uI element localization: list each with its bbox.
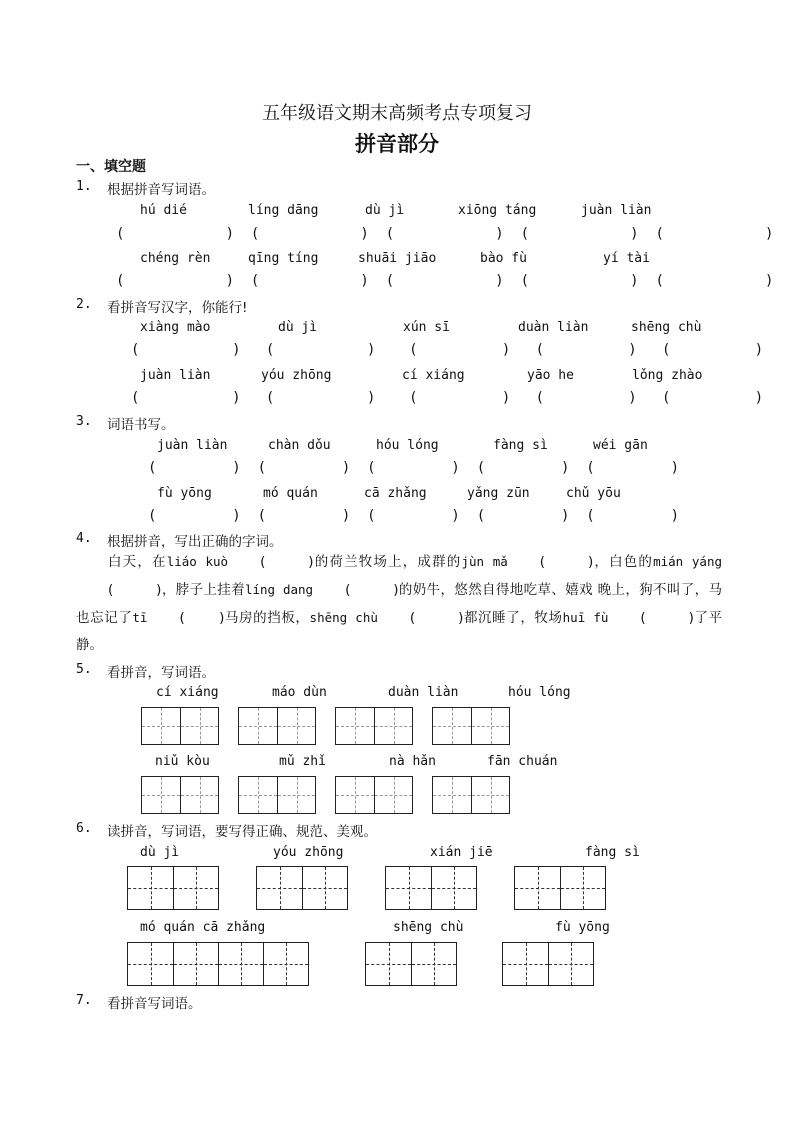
writing-grid[interactable] [127,942,309,986]
pinyin-label: fù yōng [555,920,610,935]
pinyin-label: chàn dǒu [268,438,331,453]
pinyin-label: qīng tíng [248,251,319,266]
pinyin-label: fān chuán [487,754,558,769]
writing-grid[interactable] [432,776,510,814]
question-text: 看拼音，写词语。 [107,665,215,681]
page-subtitle: 拼音部分 [355,132,439,156]
pinyin-label: yí tài [603,251,650,266]
answer-blank[interactable]: ( ) ( ) ( ) ( ) ( ) [148,460,680,476]
pinyin-label: duàn liàn [388,685,459,700]
writing-grid[interactable] [514,866,606,910]
pinyin-label: lǒng zhào [632,368,703,383]
question-number: 7. [76,993,92,1008]
passage-text: 马房的挡板， [224,610,310,626]
answer-blank[interactable]: ( ) [640,610,694,626]
pinyin-label: nà hǎn [389,754,436,769]
answer-blank[interactable]: ( ) [409,610,464,626]
pinyin-label: yǎng zūn [467,486,530,501]
passage-text: ，脖子上挂着 [161,582,245,598]
pinyin-label: juàn liàn [157,438,228,453]
question-text: 根据拼音写词语。 [107,182,215,198]
pinyin-label: chéng rèn [140,251,211,266]
writing-grid[interactable] [256,866,348,910]
writing-grid[interactable] [238,707,316,745]
pinyin-label: chǔ yōu [566,486,621,501]
writing-grid[interactable] [432,707,510,745]
writing-grid[interactable] [335,707,413,745]
pinyin-label: liáo kuò [166,554,229,569]
pinyin-label: cí xiáng [402,368,465,383]
pinyin-label: fù yōng [157,486,212,501]
answer-blank[interactable]: ( ) ( ) ( ) ( ) ( ) [131,342,764,358]
pinyin-label: mǔ zhǐ [279,754,326,769]
question-number: 1. [76,179,92,194]
pinyin-label: fàng sì [493,438,548,453]
answer-blank[interactable]: ( ) [539,554,594,570]
pinyin-label: hóu lóng [508,685,571,700]
question-number: 6. [76,821,92,836]
pinyin-label: mó quán cā zhǎng [140,920,266,935]
pinyin-label: tī [132,610,148,625]
writing-grid[interactable] [141,707,219,745]
pinyin-label: xiàng mào [140,320,211,335]
answer-blank[interactable]: ( ) [345,582,399,598]
pinyin-label: hóu lóng [376,438,439,453]
question-text: 看拼音写词语。 [107,996,202,1012]
writing-grid[interactable] [502,942,594,986]
pinyin-label: dù jì [278,320,318,335]
passage-text: 都沉睡了，牧场 [463,610,563,626]
pinyin-label: yóu zhōng [261,368,332,383]
passage-text: ，白色的 [593,554,654,570]
question-number: 3. [76,414,92,429]
writing-grid[interactable] [385,866,477,910]
pinyin-label: dù jì [365,203,405,218]
pinyin-label: dù jì [140,845,180,860]
writing-grid[interactable] [365,942,457,986]
page-title: 五年级语文期末高频考点专项复习 [262,103,532,124]
pinyin-label: shēng chù [631,320,702,335]
pinyin-label: mián yáng [653,554,723,569]
question-text: 根据拼音，写出正确的字词。 [107,534,283,550]
answer-blank[interactable]: ( ) [179,610,225,626]
writing-grid[interactable] [335,776,413,814]
pinyin-label: cí xiáng [156,685,219,700]
question-number: 5. [76,662,92,677]
writing-grid[interactable] [127,866,219,910]
pinyin-label: juàn liàn [581,203,652,218]
pinyin-label: niǔ kòu [155,754,210,769]
question-text: 看拼音写汉字，你能行! [107,300,248,316]
passage-text: 了平静。 [76,610,723,653]
pinyin-label: xiōng táng [458,203,537,218]
pinyin-label: cā zhǎng [364,486,427,501]
answer-blank[interactable]: ( ) ( ) ( ) ( ) ( ) [148,508,680,524]
pinyin-label: jùn mǎ [461,554,508,569]
pinyin-label: huī fù [562,610,609,625]
pinyin-label: hú dié [140,203,187,218]
pinyin-label: xián jiē [430,845,493,860]
answer-blank[interactable]: ( ) ( ) ( ) ( ) ( ) [116,273,774,289]
pinyin-label: shuāi jiāo [358,251,437,266]
pinyin-label: juàn liàn [140,368,211,383]
writing-grid[interactable] [238,776,316,814]
pinyin-label: máo dùn [272,685,327,700]
pinyin-label: shēng chù [393,920,464,935]
answer-blank[interactable]: ( ) [108,582,162,598]
fill-in-paragraph [76,548,722,659]
pinyin-label: yāo he [527,368,574,383]
pinyin-label: bào fù [480,251,527,266]
pinyin-label: wéi gān [593,438,648,453]
writing-grid[interactable] [141,776,219,814]
pinyin-label: fàng sì [585,845,640,860]
answer-blank[interactable]: ( ) [260,554,314,570]
pinyin-label: shēng chù [309,610,378,625]
passage-text: 的奶牛，悠然自得地吃草、嬉戏 晚上，狗不叫了，马也忘记了 [76,582,722,626]
section-heading: 一、填空题 [76,159,146,175]
answer-blank[interactable]: ( ) ( ) ( ) ( ) ( ) [131,390,764,406]
pinyin-label: líng dāng [248,203,319,218]
pinyin-label: xún sī [403,320,450,335]
question-text: 词语书写。 [107,417,175,433]
answer-blank[interactable]: ( ) ( ) ( ) ( ) ( ) [116,226,774,242]
passage-text: 白天，在 [108,554,167,570]
pinyin-label: yóu zhōng [273,845,344,860]
question-number: 4. [76,531,92,546]
question-text: 读拼音，写词语，要写得正确、规范、美观。 [107,824,377,840]
pinyin-label: líng dang [244,582,314,597]
pinyin-label: duàn liàn [518,320,589,335]
passage-text: 的荷兰牧场上，成群的 [313,554,462,570]
question-number: 2. [76,297,92,312]
pinyin-label: mó quán [263,486,318,501]
